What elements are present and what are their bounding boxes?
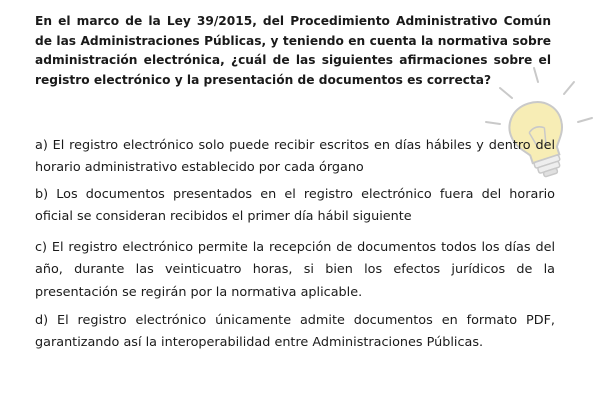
- option-b: b) Los documentos presentados en el registro electrónico fuera del horario oficial se consideran recibidos el primer día hábil siguiente: [35, 187, 555, 225]
- option-a: a) El registro electrónico solo puede recibir escritos en días hábiles y dentro del horario administrativo establecido por cada órgano: [35, 138, 555, 176]
- option-d: d) El registro electrónico únicamente admite documentos en formato PDF, garantizando así la interoperabilidad entre Administraciones Públicas.: [35, 313, 555, 351]
- option-c: c) El registro electrónico permite la recepción de documentos todos los días del año, durante las veinticuatro horas, si bien los efectos jurídicos de la presentación se regirán por la normativa aplicable.: [35, 240, 555, 300]
- question-text: En el marco de la Ley 39/2015, del Procedimiento Administrativo Común de las Administraciones Públicas, y teniendo en cuenta la normativa sobre administración electrónica, ¿cuál de las siguientes afirmaciones sobre el registro electrónico y la presentación de documentos es correcta?: [35, 14, 551, 87]
